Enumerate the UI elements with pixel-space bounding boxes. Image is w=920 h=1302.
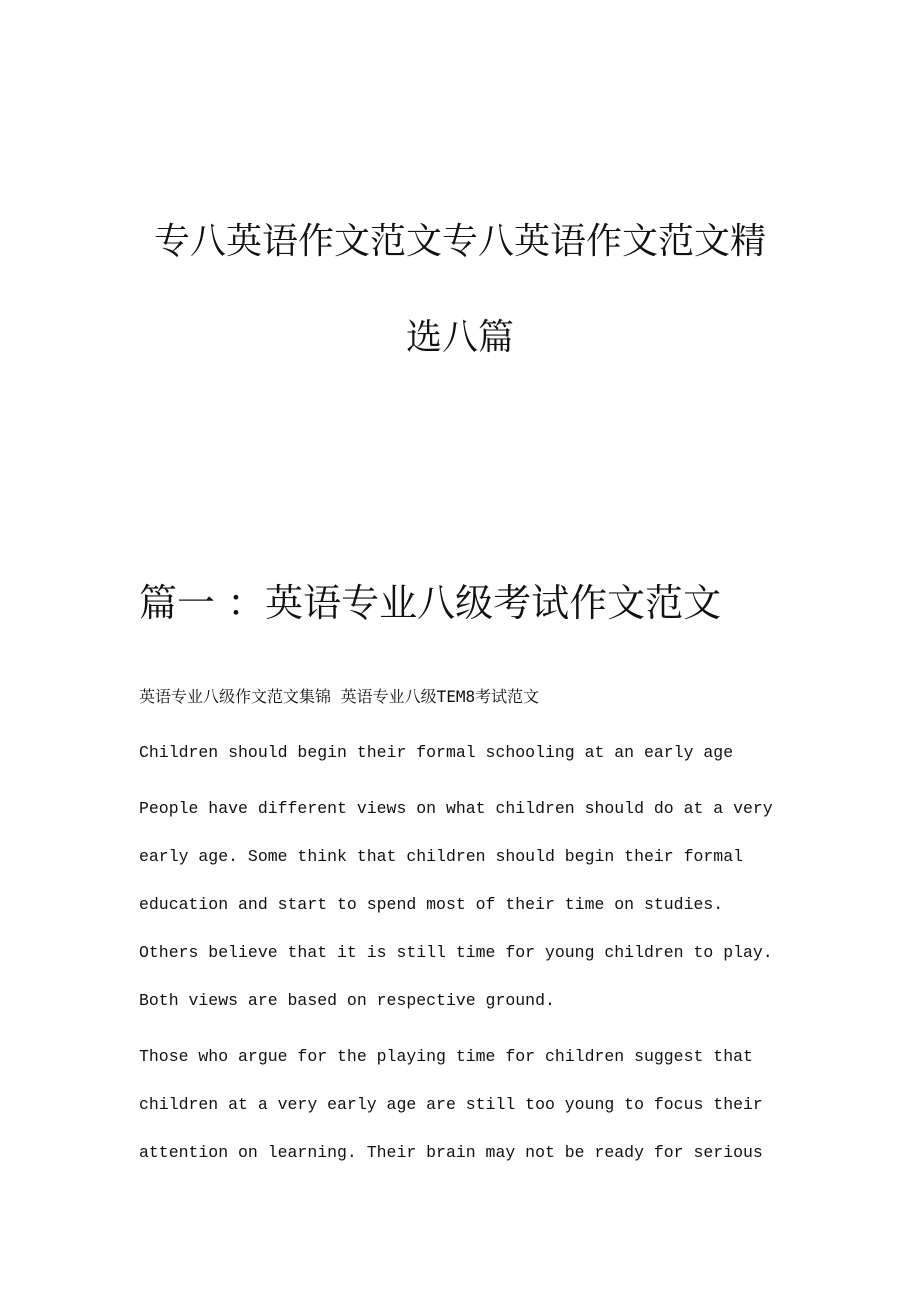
document-title-line-2: 选八篇 — [405, 317, 514, 358]
essay-paragraph: People have different views on what children should do at a very early age. Some think that children should begin their formal education and start to spend most of their time on studies. Others believe that it is still time for young children to play. Both views are based on respective ground. — [139, 799, 773, 1010]
section-subtitle: 英语专业八级作文范文集锦 英语专业八级TEM8考试范文 — [139, 687, 540, 706]
essay-title: Children should begin their formal schooling at an early age — [139, 743, 734, 762]
section-heading: 篇一 ：英语专业八级考试作文范文 — [139, 581, 722, 625]
essay-paragraph: Those who argue for the playing time for children suggest that children at a very early age are still too young to focus their attention on learning. Their brain may not be ready for serious — [139, 1047, 763, 1162]
document-title-line-1: 专八英语作文范文专八英语作文范文精 — [153, 221, 766, 262]
